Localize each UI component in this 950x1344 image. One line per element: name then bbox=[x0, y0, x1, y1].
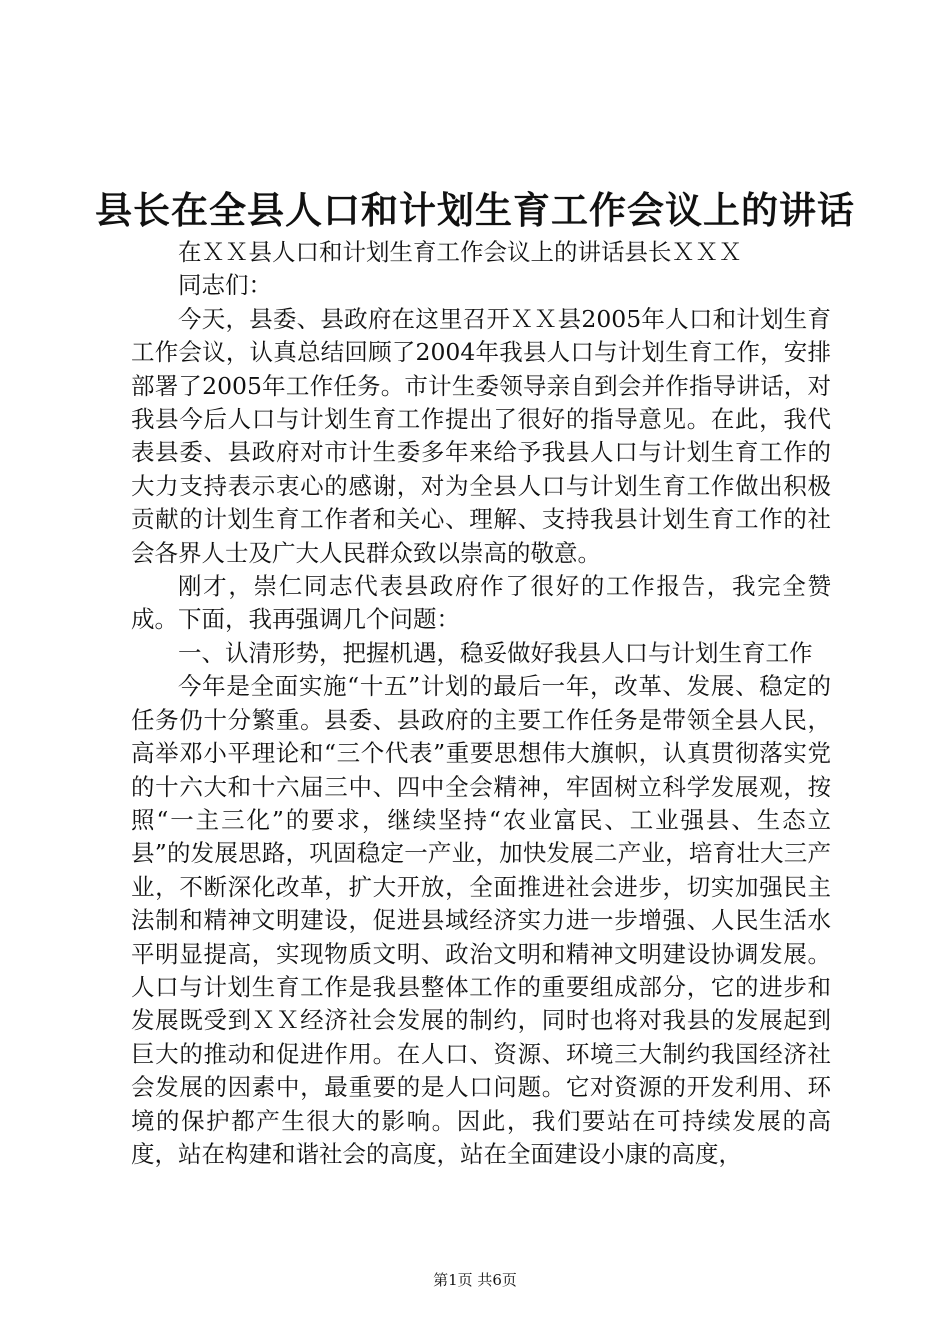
speech-subtitle: 在ＸＸ县人口和计划生育工作会议上的讲话县长ＸＸＸ bbox=[178, 238, 742, 266]
document-title: 县长在全县人口和计划生育工作会议上的讲话 bbox=[95, 188, 855, 232]
document-body bbox=[131, 236, 831, 1171]
salutation: 同志们： bbox=[178, 271, 272, 300]
section-heading: 一、认清形势，把握机遇，稳妥做好我县人口与计划生育工作 bbox=[178, 638, 813, 667]
body-paragraph: 今年是全面实施“十五”计划的最后一年，改革、发展、稳定的任务仍十分繁重。县委、县政府的主要工作任务是带领全县人民，高举邓小平理论和“三个代表”重要思想伟大旗帜，认真贯彻落实党的十六大和十六届三中、四中全会精神，牢固树立科学发展观，按照“一主三化”的要求，继续坚持“农业富民、工业强县、生态立县”的发展思路，巩固稳定一产业，加快发展二产业，培育壮大三产业，不断深化改革，扩大开放，全面推进社会进步，切实加强民主法制和精神文明建设，促进县域经济实力进一步增强、人民生活水平明显提高，实现物质文明、政治文明和精神文明建设协调发展。人口与计划生育工作是我县整体工作的重要组成部分，它的进步和发展既受到ＸＸ经济社会发展的制约，同时也将对我县的发展起到巨大的推动和促进作用。在人口、资源、环境三大制约我国经济社会发展的因素中，最重要的是人口问题。它对资源的开发利用、环境的保护都产生很大的影响。因此，我们要站在可持续发展的高度，站在构建和谐社会的高度，站在全面建设小康的高度， bbox=[131, 672, 831, 1168]
body-paragraph: 今天，县委、县政府在这里召开ＸＸ县2005年人口和计划生育工作会议，认真总结回顾了2004年我县人口与计划生育工作，安排部署了2005年工作任务。市计生委领导亲自到会并作指导讲话，对我县今后人口与计划生育工作提出了很好的指导意见。在此，我代表县委、县政府对市计生委多年来给予我县人口与计划生育工作的大力支持表示衷心的感谢，对为全县人口与计划生育工作做出积极贡献的计划生育工作者和关心、理解、支持我县计划生育工作的社会各界人士及广大人民群众致以崇高的敬意。 bbox=[131, 304, 831, 567]
body-paragraph: 刚才，崇仁同志代表县政府作了很好的工作报告，我完全赞成。下面，我再强调几个问题： bbox=[131, 572, 831, 634]
page-footer: 第1页 共6页 bbox=[433, 1271, 517, 1289]
